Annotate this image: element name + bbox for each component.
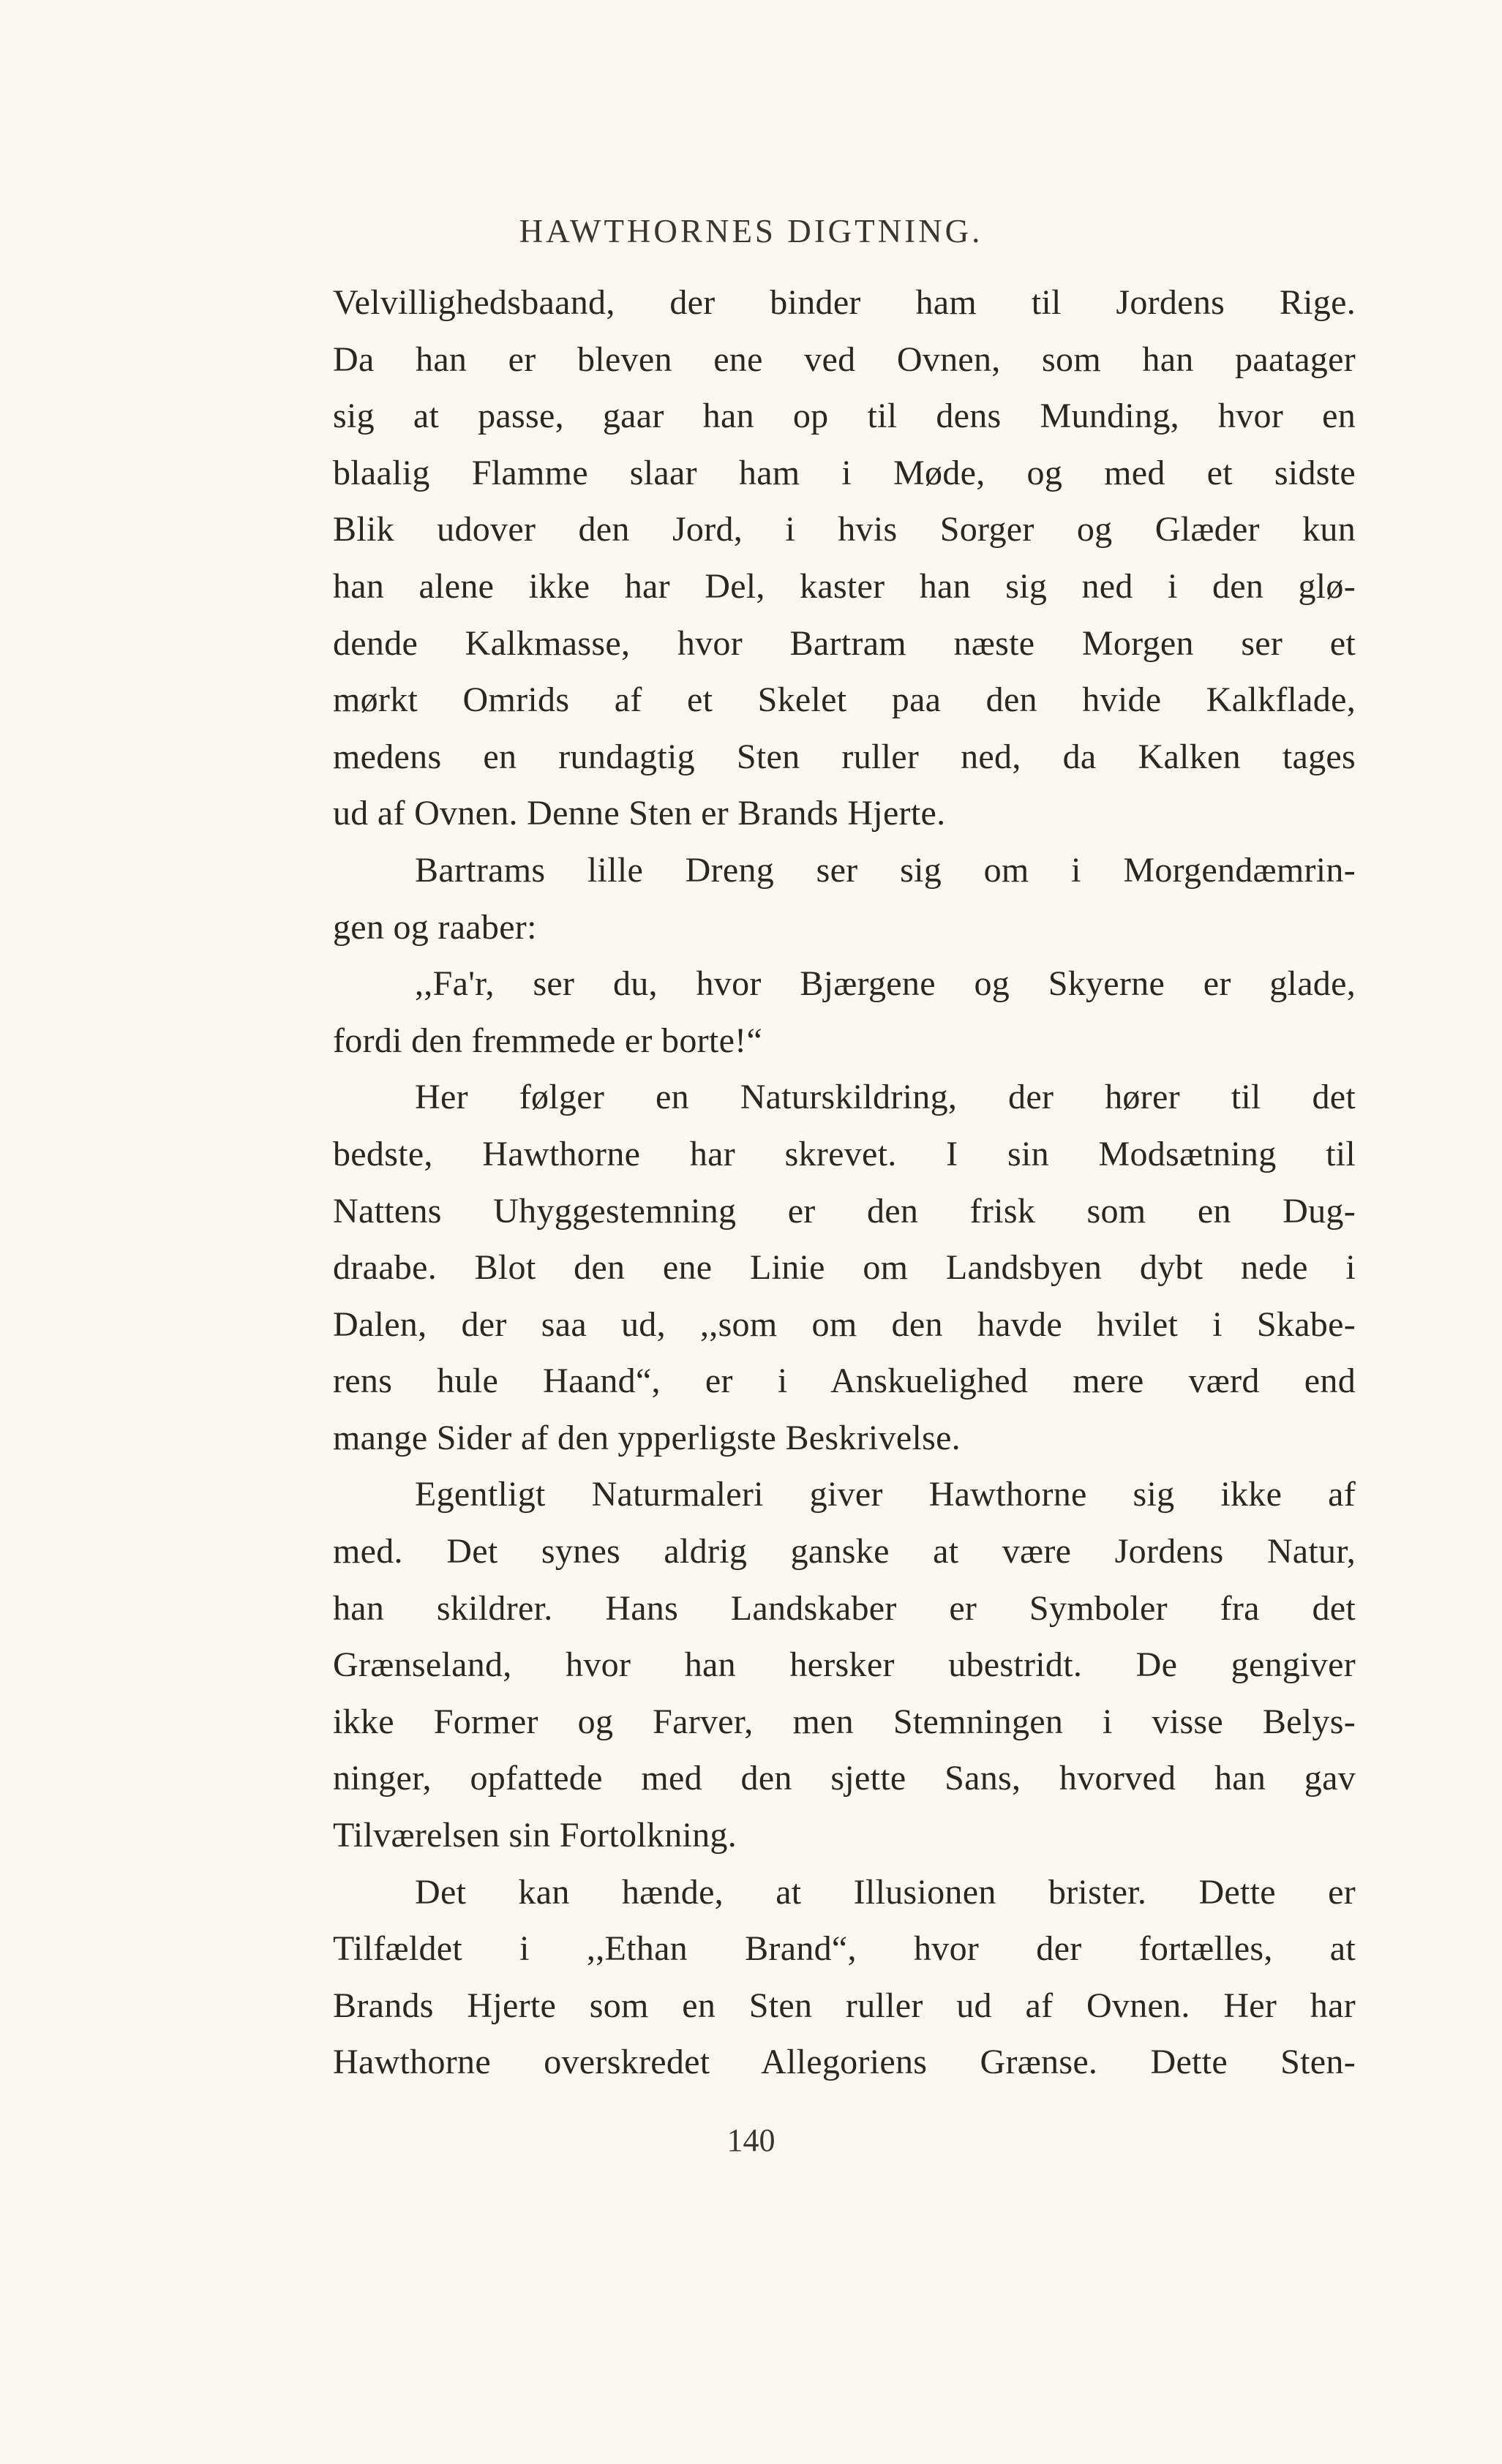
text-line: ,,Fa'r, ser du, hvor Bjærgene og Skyerne er glade, (415, 964, 1356, 1004)
page-number: 140 (726, 2122, 776, 2158)
text-line: sig at passe, gaar han op til dens Munding, hvor en (333, 397, 1356, 436)
text-line: ikke Former og Farver, men Stemningen i visse Belys- (333, 1702, 1356, 1741)
body-text (333, 274, 1356, 2091)
text-line: Tilværelsen sin Fortolkning. (333, 1816, 737, 1855)
text-line: blaalig Flamme slaar ham i Møde, og med et sidste (333, 453, 1356, 492)
text-line: Da han er bleven ene ved Ovnen, som han paatager (333, 339, 1356, 379)
text-line: medens en rundagtig Sten ruller ned, da Kalken tages (333, 737, 1356, 776)
text-line: gen og raaber: (333, 907, 537, 947)
text-line: med. Det synes aldrig ganske at være Jordens Natur, (333, 1532, 1356, 1571)
text-line: Egentligt Naturmaleri giver Hawthorne sig ikke af (415, 1475, 1356, 1514)
text-line: Blik udover den Jord, i hvis Sorger og Glæder kun (333, 510, 1356, 549)
text-line: Grænseland, hvor han hersker ubestridt. De gengiver (333, 1645, 1356, 1685)
text-line: Her følger en Naturskildring, der hører til det (415, 1078, 1356, 1117)
text-line: draabe. Blot den ene Linie om Landsbyen dybt nede i (333, 1248, 1356, 1288)
text-line: bedste, Hawthorne har skrevet. I sin Modsætning til (333, 1134, 1356, 1173)
text-line: Det kan hænde, at Illusionen brister. Dette er (415, 1872, 1356, 1912)
text-line: fordi den fremmede er borte!“ (333, 1021, 763, 1060)
text-line: Bartrams lille Dreng ser sig om i Morgendæmrin- (415, 850, 1356, 890)
text-line: Hawthorne overskredet Allegoriens Grænse. Dette Sten- (333, 2043, 1356, 2082)
text-line: mørkt Omrids af et Skelet paa den hvide Kalkflade, (333, 680, 1356, 720)
text-line: dende Kalkmasse, hvor Bartram næste Morgen ser et (333, 623, 1356, 663)
text-line: Brands Hjerte som en Sten ruller ud af Ovnen. Her har (333, 1986, 1356, 2025)
text-line: ud af Ovnen. Denne Sten er Brands Hjerte. (333, 794, 946, 833)
running-head: HAWTHORNES DIGTNING. (519, 213, 983, 249)
text-line: mange Sider af den ypperligste Beskrivelse. (333, 1418, 961, 1457)
text-line: Dalen, der saa ud, ,,som om den havde hvilet i Skabe- (333, 1304, 1356, 1344)
text-line: han skildrer. Hans Landskaber er Symboler fra det (333, 1588, 1356, 1628)
text-line: Nattens Uhyggestemning er den frisk som en Dug- (333, 1191, 1356, 1231)
text-line: rens hule Haand“, er i Anskuelighed mere værd end (333, 1361, 1356, 1401)
text-line: Tilfældet i ,,Ethan Brand“, hvor der fortælles, at (333, 1929, 1356, 1969)
text-line: ninger, opfattede med den sjette Sans, hvorved han gav (333, 1759, 1356, 1798)
text-line: Velvillighedsbaand, der binder ham til Jordens Rige. (333, 283, 1356, 322)
text-line: han alene ikke har Del, kaster han sig ned i den glø- (333, 566, 1356, 606)
